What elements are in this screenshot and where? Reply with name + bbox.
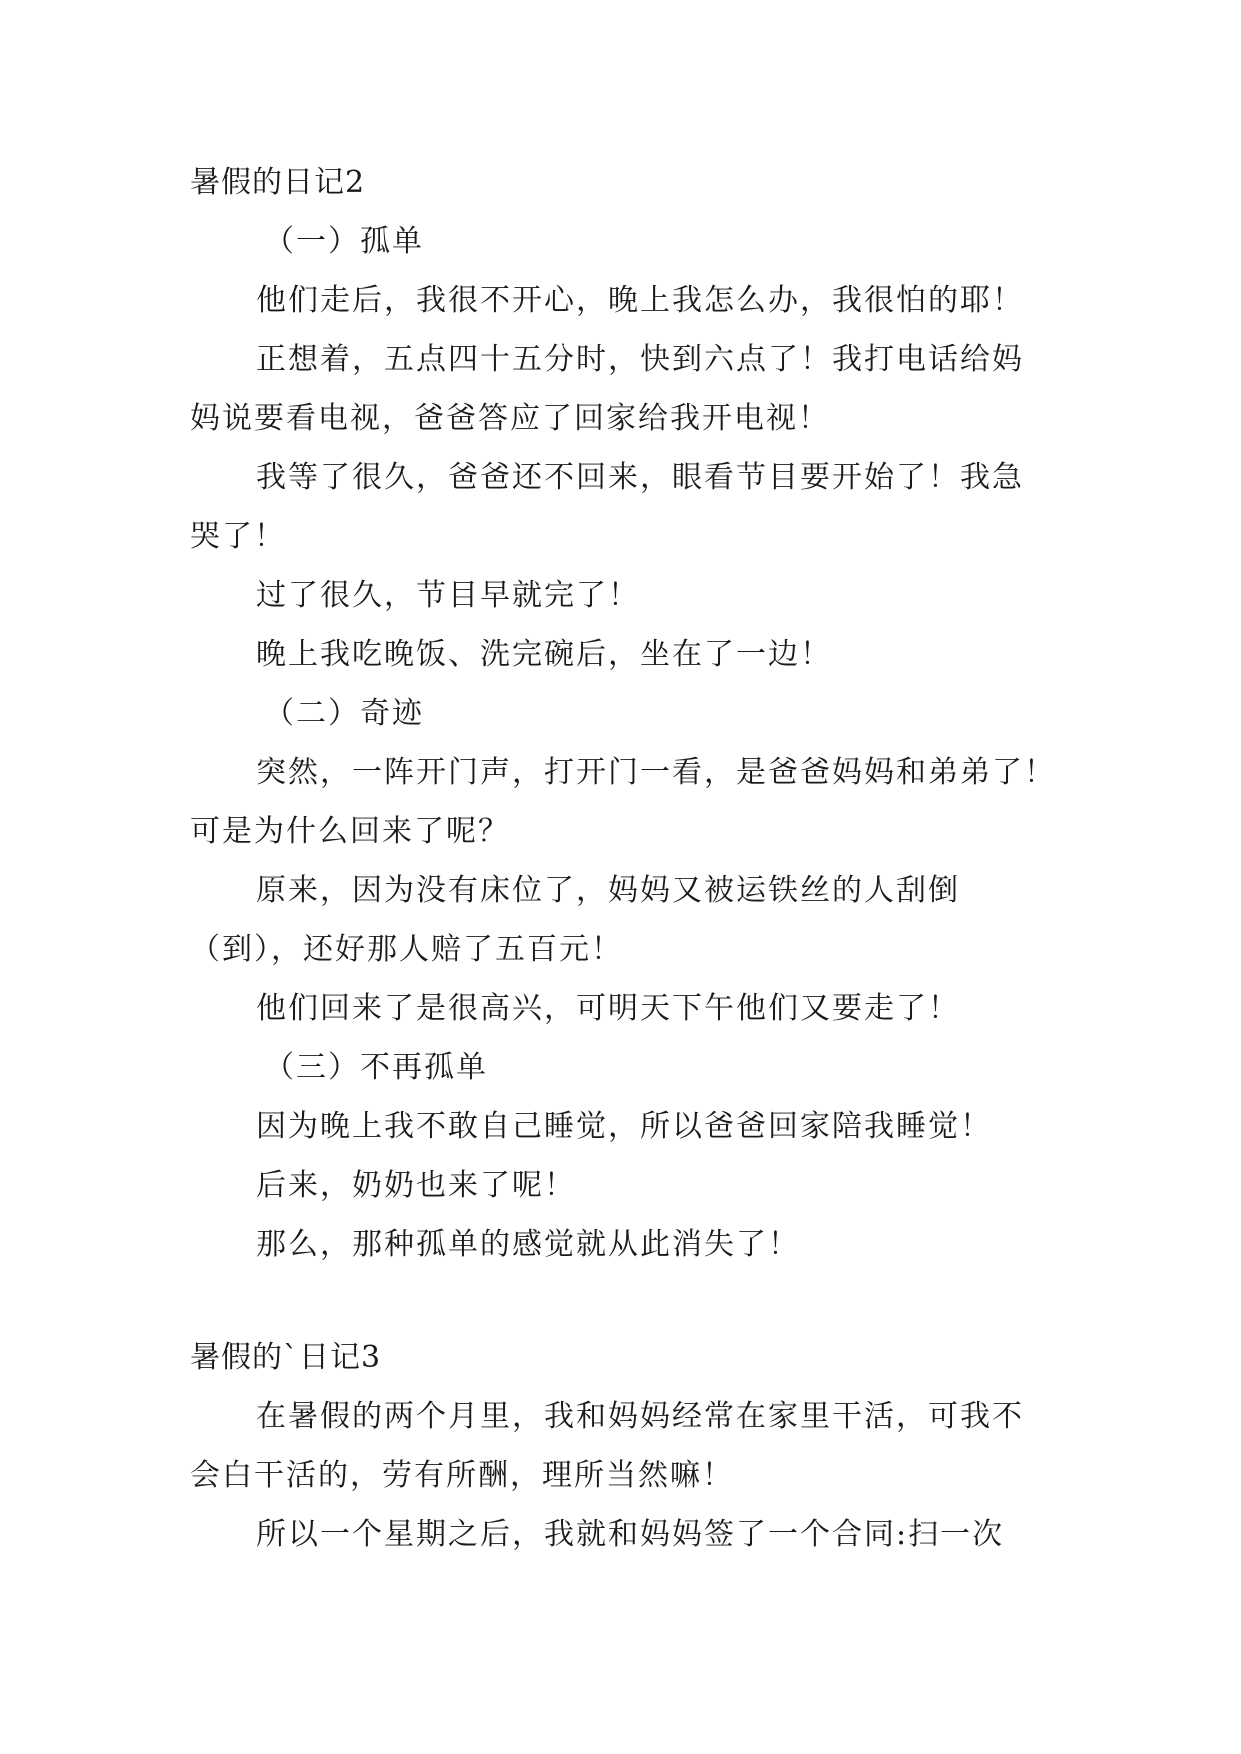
paragraph-line: 所以一个星期之后，我就和妈妈签了一个合同:扫一次 [256, 1517, 1005, 1552]
entry-3-title: 暑假的`日记3 [190, 1340, 382, 1375]
paragraph-line: 在暑假的两个月里，我和妈妈经常在家里干活，可我不 [256, 1399, 1024, 1434]
paragraph-line: 会白干活的，劳有所酬，理所当然嘛！ [190, 1458, 734, 1493]
paragraph-line: （到），还好那人赔了五百元！ [190, 932, 623, 967]
paragraph-line: 我等了很久，爸爸还不回来，眼看节目要开始了！我急 [256, 460, 1024, 495]
paragraph-line: 后来，奶奶也来了呢！ [256, 1168, 576, 1203]
section-2-heading: （二）奇迹 [264, 696, 424, 731]
section-1-heading: （一）孤单 [264, 224, 424, 259]
paragraph-line: 因为晚上我不敢自己睡觉，所以爸爸回家陪我睡觉！ [256, 1109, 992, 1144]
paragraph-line: 他们回来了是很高兴，可明天下午他们又要走了！ [256, 991, 960, 1026]
paragraph-line: 突然，一阵开门声，打开门一看，是爸爸妈妈和弟弟了！ [256, 755, 1056, 790]
paragraph-line: 原来，因为没有床位了，妈妈又被运铁丝的人刮倒 [256, 873, 960, 908]
paragraph-line: 过了很久，节目早就完了！ [256, 578, 640, 613]
entry-2-title: 暑假的日记2 [190, 165, 366, 200]
paragraph-line: 可是为什么回来了呢？ [190, 814, 510, 849]
paragraph-line: 哭了！ [190, 519, 286, 554]
paragraph-line: 晚上我吃晚饭、洗完碗后，坐在了一边！ [256, 637, 832, 672]
paragraph-line: 他们走后，我很不开心，晚上我怎么办，我很怕的耶！ [256, 283, 1024, 318]
paragraph-line: 妈说要看电视，爸爸答应了回家给我开电视！ [190, 401, 830, 436]
paragraph-line: 那么，那种孤单的感觉就从此消失了！ [256, 1227, 800, 1262]
paragraph-line: 正想着，五点四十五分时，快到六点了！我打电话给妈 [256, 342, 1024, 377]
section-3-heading: （三）不再孤单 [264, 1050, 488, 1085]
